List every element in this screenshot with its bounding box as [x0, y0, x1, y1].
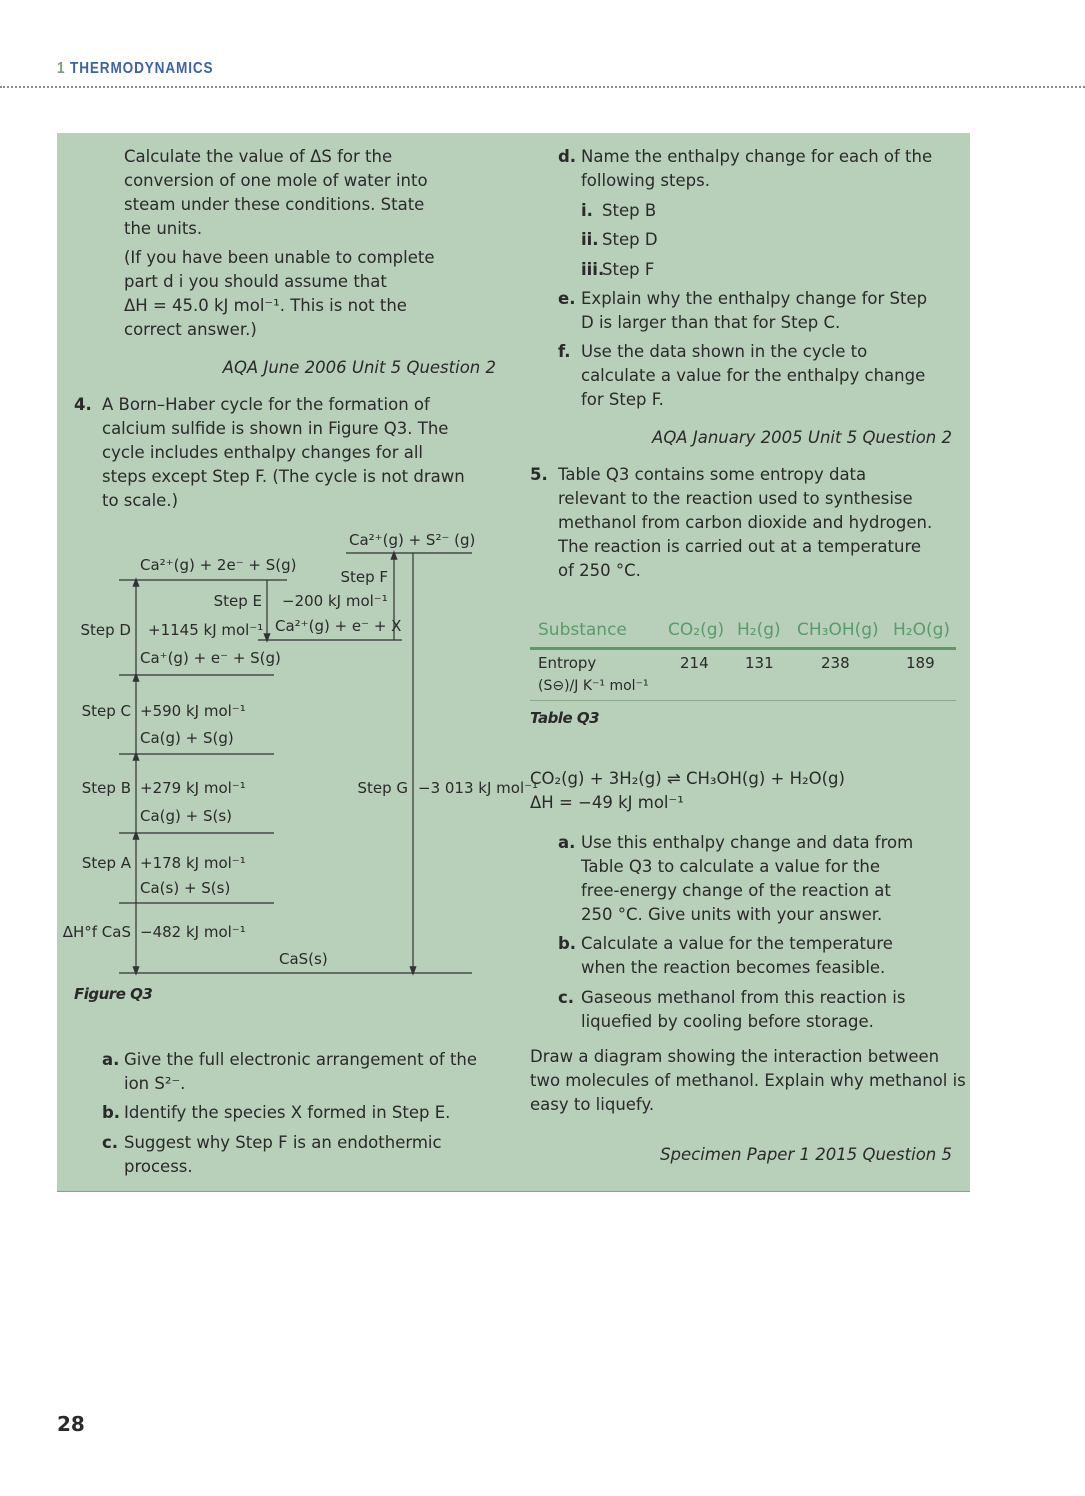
text-line: correct answer.) [124, 320, 257, 339]
sub-text: Step D [602, 230, 658, 249]
text-line: cycle includes enthalpy changes for all [102, 443, 424, 462]
part-b-text [581, 932, 893, 980]
level-label: Ca²⁺(g) + S²⁻ (g) [349, 531, 476, 549]
text-line: 250 °C. Give units with your answer. [581, 905, 883, 924]
text-line: conversion of one mole of water into [124, 171, 428, 190]
table-header-rule [530, 647, 956, 650]
source-citation: AQA June 2006 Unit 5 Question 2 [222, 358, 496, 377]
text-line: of 250 °C. [558, 561, 641, 580]
text-line: Identify the species X formed in Step E. [124, 1103, 451, 1122]
enthalpy-value: ΔH = −49 kJ mol⁻¹ [530, 793, 684, 812]
text-line: Table Q3 contains some entropy data [558, 465, 867, 484]
sub-text: Step B [602, 201, 657, 220]
text-line: the units. [124, 219, 203, 238]
level-label: Ca⁺(g) + e⁻ + S(g) [140, 649, 281, 667]
part-label: d. [558, 147, 577, 166]
part-label: a. [102, 1050, 120, 1069]
step-label: Step F [340, 568, 388, 586]
step-label: ΔH°f CaS [62, 923, 131, 941]
reaction-equation: CO₂(g) + 3H₂(g) ⇌ CH₃OH(g) + H₂O(g) [530, 769, 845, 788]
sub-label: ii. [581, 230, 599, 249]
text-line: free-energy change of the reaction at [581, 881, 891, 900]
part-c-text [124, 1131, 442, 1179]
part-c-text [581, 986, 905, 1034]
step-label: Step C [81, 702, 131, 720]
sub-text: Step F [602, 260, 655, 279]
part-f-text [581, 340, 925, 412]
text-line: part d i you should assume that [124, 272, 387, 291]
table-cell: 189 [906, 654, 935, 672]
text-line: when the reaction becomes feasible. [581, 958, 886, 977]
level-label: CaS(s) [279, 950, 328, 968]
text-line: calcium sulfide is shown in Figure Q3. The [102, 419, 449, 438]
part-a-text [124, 1048, 477, 1096]
table-caption: Table Q3 [530, 709, 600, 727]
part-d-text [581, 145, 932, 193]
text-line: calculate a value for the enthalpy change [581, 366, 926, 385]
part-label: e. [558, 289, 576, 308]
part-label: f. [558, 342, 571, 361]
text-line: Draw a diagram showing the interaction between [530, 1047, 940, 1066]
step-label: Step A [81, 854, 131, 872]
text-line: The reaction is carried out at a temperature [558, 537, 922, 556]
text-line: (If you have been unable to complete [124, 248, 435, 267]
text-line: D is larger than that for Step C. [581, 313, 841, 332]
level-label: Ca²⁺(g) + 2e⁻ + S(g) [140, 556, 297, 574]
text-line: Suggest why Step F is an endothermic [124, 1133, 442, 1152]
text-line: steam under these conditions. State [124, 195, 425, 214]
question-number: 4. [74, 395, 92, 414]
part-label: a. [558, 833, 576, 852]
sub-label: i. [581, 201, 593, 220]
level-label: Ca(g) + S(g) [140, 729, 234, 747]
text-line: ion S²⁻. [124, 1074, 186, 1093]
table-cell: 238 [821, 654, 850, 672]
table-cell: 131 [745, 654, 774, 672]
part-b-text [124, 1101, 450, 1125]
table-row-label: Entropy [538, 654, 597, 672]
sub-label: iii. [581, 260, 605, 279]
text-line: process. [124, 1157, 193, 1176]
part-label: c. [558, 988, 575, 1007]
part-label: b. [558, 934, 577, 953]
table-row-units: (S⊖)/J K⁻¹ mol⁻¹ [538, 678, 649, 694]
chapter-header: 1 THERMODYNAMICS [57, 60, 214, 77]
text-line: steps except Step F. (The cycle is not drawn [102, 467, 465, 486]
text-line: two molecules of methanol. Explain why methanol is [530, 1071, 966, 1090]
text-line: ΔH = 45.0 kJ mol⁻¹. This is not the [124, 296, 407, 315]
step-value: +279 kJ mol⁻¹ [140, 779, 246, 797]
text-line: Calculate a value for the temperature [581, 934, 893, 953]
text-line: liquefied by cooling before storage. [581, 1012, 874, 1031]
step-value: −200 kJ mol⁻¹ [282, 592, 388, 610]
text-line: easy to liquefy. [530, 1095, 655, 1114]
source-citation: Specimen Paper 1 2015 Question 5 [660, 1145, 952, 1164]
part-label: b. [102, 1103, 121, 1122]
figure-caption: Figure Q3 [74, 985, 153, 1003]
text-line: Use the data shown in the cycle to [581, 342, 868, 361]
part-label: c. [102, 1133, 119, 1152]
text-line: for Step F. [581, 390, 664, 409]
part-e-text [581, 287, 927, 335]
final-paragraph [530, 1045, 966, 1117]
step-value: −3 013 kJ mol⁻¹ [418, 779, 539, 797]
text-line: following steps. [581, 171, 710, 190]
text-line: Calculate the value of ΔS for the [124, 147, 393, 166]
text-line: Use this enthalpy change and data from [581, 833, 914, 852]
text-line: relevant to the reaction used to synthesise [558, 489, 913, 508]
page-number: 28 [57, 1412, 85, 1436]
step-value: −482 kJ mol⁻¹ [140, 923, 246, 941]
text-line: Gaseous methanol from this reaction is [581, 988, 906, 1007]
table-bottom-rule [530, 700, 956, 701]
level-label: Ca²⁺(g) + e⁻ + X [275, 617, 402, 635]
step-value: +590 kJ mol⁻¹ [140, 702, 246, 720]
step-value: +1145 kJ mol⁻¹ [148, 621, 264, 639]
text-line: methanol from carbon dioxide and hydrogen. [558, 513, 933, 532]
table-header: H₂(g) [737, 620, 781, 640]
source-citation: AQA January 2005 Unit 5 Question 2 [652, 428, 952, 447]
step-label: Step D [80, 621, 131, 639]
level-label: Ca(s) + S(s) [140, 879, 231, 897]
part-a-text [581, 831, 913, 927]
table-cell: 214 [680, 654, 709, 672]
text-line: to scale.) [102, 491, 179, 510]
step-label: Step E [213, 592, 262, 610]
step-value: +178 kJ mol⁻¹ [140, 854, 246, 872]
step-label: Step B [81, 779, 131, 797]
level-label: Ca(g) + S(s) [140, 807, 233, 825]
text-line: Name the enthalpy change for each of the [581, 147, 933, 166]
table-header: CH₃OH(g) [797, 620, 879, 640]
question-number: 5. [530, 465, 548, 484]
table-header: Substance [538, 620, 627, 640]
text-line: Table Q3 to calculate a value for the [581, 857, 880, 876]
table-header: CO₂(g) [668, 620, 725, 640]
table-header: H₂O(g) [893, 620, 951, 640]
question-5-text [558, 463, 932, 583]
text-line: A Born–Haber cycle for the formation of [102, 395, 430, 414]
step-label: Step G [357, 779, 408, 797]
text-line: Give the full electronic arrangement of the [124, 1050, 478, 1069]
text-line: Explain why the enthalpy change for Step [581, 289, 928, 308]
